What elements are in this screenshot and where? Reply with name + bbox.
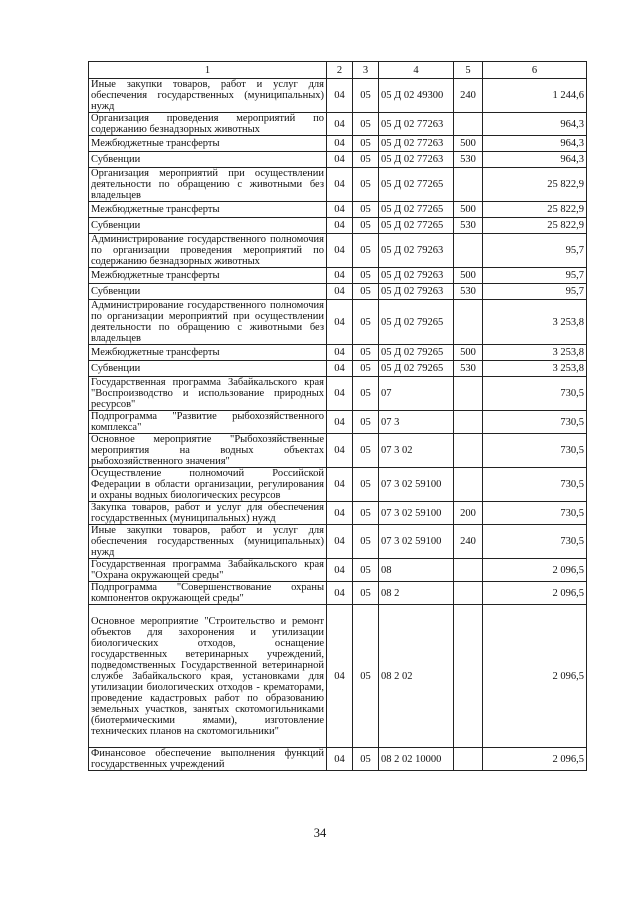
cell-target-article: 05 Д 02 49300 — [379, 79, 454, 113]
cell-subsection: 05 — [353, 377, 379, 411]
table-row — [89, 234, 587, 268]
cell-name: Финансовое обеспечение выполнения функций государственных учреждений — [89, 748, 327, 771]
cell-name: Межбюджетные трансферты — [89, 136, 327, 152]
cell-subsection: 05 — [353, 748, 379, 771]
cell-section: 04 — [327, 136, 353, 152]
table-row — [89, 582, 587, 605]
column-header: 2 — [327, 62, 353, 79]
cell-section: 04 — [327, 377, 353, 411]
cell-target-article: 08 2 — [379, 582, 454, 605]
cell-target-article: 05 Д 02 79265 — [379, 361, 454, 377]
cell-expense-type — [454, 468, 483, 502]
cell-subsection: 05 — [353, 79, 379, 113]
cell-target-article: 07 3 02 59100 — [379, 468, 454, 502]
cell-subsection: 05 — [353, 345, 379, 361]
table-row — [89, 559, 587, 582]
table-row — [89, 202, 587, 218]
cell-expense-type: 500 — [454, 136, 483, 152]
cell-name: Межбюджетные трансферты — [89, 345, 327, 361]
cell-section: 04 — [327, 300, 353, 345]
table-row — [89, 434, 587, 468]
cell-target-article: 08 2 02 10000 — [379, 748, 454, 771]
cell-section: 04 — [327, 284, 353, 300]
cell-amount: 95,7 — [483, 284, 587, 300]
column-header: 3 — [353, 62, 379, 79]
table-row — [89, 525, 587, 559]
cell-subsection: 05 — [353, 113, 379, 136]
cell-amount: 2 096,5 — [483, 748, 587, 771]
cell-section: 04 — [327, 202, 353, 218]
cell-section: 04 — [327, 361, 353, 377]
cell-target-article: 05 Д 02 79263 — [379, 268, 454, 284]
cell-target-article: 05 Д 02 79265 — [379, 300, 454, 345]
table-row — [89, 377, 587, 411]
cell-name: Администрирование государственного полномочия по организации проведения мероприятий по содержанию безнадзорных животных — [89, 234, 327, 268]
cell-target-article: 07 3 — [379, 411, 454, 434]
cell-expense-type: 500 — [454, 202, 483, 218]
cell-subsection: 05 — [353, 411, 379, 434]
cell-amount: 95,7 — [483, 268, 587, 284]
cell-section: 04 — [327, 605, 353, 748]
cell-amount: 2 096,5 — [483, 559, 587, 582]
cell-section: 04 — [327, 268, 353, 284]
cell-amount: 964,3 — [483, 113, 587, 136]
cell-amount: 2 096,5 — [483, 582, 587, 605]
table-row — [89, 284, 587, 300]
cell-expense-type — [454, 434, 483, 468]
cell-amount: 730,5 — [483, 525, 587, 559]
table-row — [89, 748, 587, 771]
cell-expense-type: 530 — [454, 361, 483, 377]
cell-amount: 964,3 — [483, 136, 587, 152]
cell-expense-type: 530 — [454, 152, 483, 168]
cell-amount: 964,3 — [483, 152, 587, 168]
cell-expense-type: 240 — [454, 525, 483, 559]
cell-subsection: 05 — [353, 361, 379, 377]
cell-name: Субвенции — [89, 284, 327, 300]
cell-target-article: 05 Д 02 79265 — [379, 345, 454, 361]
table-row — [89, 345, 587, 361]
cell-name: Государственная программа Забайкальского края "Охрана окружающей среды" — [89, 559, 327, 582]
cell-section: 04 — [327, 218, 353, 234]
cell-section: 04 — [327, 411, 353, 434]
cell-subsection: 05 — [353, 559, 379, 582]
cell-expense-type: 530 — [454, 218, 483, 234]
cell-expense-type — [454, 748, 483, 771]
cell-name: Государственная программа Забайкальского края "Воспроизводство и использование природных ресурсов" — [89, 377, 327, 411]
cell-amount: 3 253,8 — [483, 361, 587, 377]
table-row — [89, 218, 587, 234]
cell-expense-type — [454, 559, 483, 582]
cell-target-article: 07 3 02 — [379, 434, 454, 468]
cell-amount: 3 253,8 — [483, 300, 587, 345]
cell-expense-type — [454, 234, 483, 268]
table-row — [89, 411, 587, 434]
cell-name: Межбюджетные трансферты — [89, 268, 327, 284]
cell-subsection: 05 — [353, 434, 379, 468]
cell-name: Субвенции — [89, 218, 327, 234]
cell-name: Подпрограмма "Развитие рыбохозяйственного комплекса" — [89, 411, 327, 434]
column-header: 5 — [454, 62, 483, 79]
table-row — [89, 136, 587, 152]
cell-section: 04 — [327, 525, 353, 559]
cell-name: Администрирование государственного полномочия по организации мероприятий при осуществлении деятельности по обращению с животными без владельцев — [89, 300, 327, 345]
column-header: 1 — [89, 62, 327, 79]
cell-amount: 730,5 — [483, 502, 587, 525]
cell-section: 04 — [327, 748, 353, 771]
cell-subsection: 05 — [353, 234, 379, 268]
cell-amount: 95,7 — [483, 234, 587, 268]
cell-amount: 25 822,9 — [483, 218, 587, 234]
cell-section: 04 — [327, 345, 353, 361]
cell-expense-type — [454, 377, 483, 411]
table-row — [89, 268, 587, 284]
table-header-row — [89, 62, 587, 79]
cell-section: 04 — [327, 168, 353, 202]
cell-amount: 3 253,8 — [483, 345, 587, 361]
cell-subsection: 05 — [353, 202, 379, 218]
table-row — [89, 502, 587, 525]
cell-name: Субвенции — [89, 152, 327, 168]
cell-target-article: 05 Д 02 79263 — [379, 284, 454, 300]
cell-amount: 25 822,9 — [483, 168, 587, 202]
cell-expense-type: 200 — [454, 502, 483, 525]
cell-target-article: 05 Д 02 77263 — [379, 136, 454, 152]
cell-name: Иные закупки товаров, работ и услуг для обеспечения государственных (муниципальных) нужд — [89, 79, 327, 113]
cell-target-article: 07 — [379, 377, 454, 411]
cell-target-article: 05 Д 02 77263 — [379, 113, 454, 136]
column-header: 6 — [483, 62, 587, 79]
cell-name: Основное мероприятие "Строительство и ремонт объектов для захоронения и утилизации биологических отходов, оснащение государственных ветеринарных учреждений, подведомственных Государственной ветеринарной службе Забайкальского края, установками для утилизации биологических отходов - крематорами, проведение кадастровых работ по образованию земельных участков, занятых скотомогильниками (биотермическими ямами), изготовление технических планов на скотомогильники" — [89, 605, 327, 748]
cell-amount: 730,5 — [483, 377, 587, 411]
cell-subsection: 05 — [353, 136, 379, 152]
table-row — [89, 468, 587, 502]
cell-section: 04 — [327, 502, 353, 525]
cell-expense-type: 500 — [454, 268, 483, 284]
page-number: 34 — [313, 826, 327, 840]
table-row — [89, 79, 587, 113]
cell-name: Основное мероприятие "Рыбохозяйственные мероприятия на водных объектах рыбохозяйственного значения" — [89, 434, 327, 468]
cell-expense-type: 240 — [454, 79, 483, 113]
cell-section: 04 — [327, 468, 353, 502]
cell-target-article: 05 Д 02 77265 — [379, 168, 454, 202]
cell-section: 04 — [327, 582, 353, 605]
cell-amount: 730,5 — [483, 411, 587, 434]
cell-target-article: 07 3 02 59100 — [379, 502, 454, 525]
cell-name: Осуществление полномочий Российской Федерации в области организации, регулирования и охраны водных биологических ресурсов — [89, 468, 327, 502]
cell-target-article: 05 Д 02 77263 — [379, 152, 454, 168]
cell-subsection: 05 — [353, 268, 379, 284]
cell-subsection: 05 — [353, 284, 379, 300]
cell-amount: 730,5 — [483, 434, 587, 468]
cell-subsection: 05 — [353, 525, 379, 559]
cell-expense-type — [454, 411, 483, 434]
cell-section: 04 — [327, 152, 353, 168]
table-row — [89, 113, 587, 136]
cell-target-article: 07 3 02 59100 — [379, 525, 454, 559]
cell-amount: 1 244,6 — [483, 79, 587, 113]
cell-expense-type — [454, 300, 483, 345]
cell-section: 04 — [327, 434, 353, 468]
cell-name: Организация проведения мероприятий по содержанию безнадзорных животных — [89, 113, 327, 136]
cell-section: 04 — [327, 559, 353, 582]
cell-amount: 2 096,5 — [483, 605, 587, 748]
cell-subsection: 05 — [353, 468, 379, 502]
cell-expense-type: 500 — [454, 345, 483, 361]
table-row — [89, 361, 587, 377]
budget-table — [88, 61, 587, 771]
cell-expense-type — [454, 582, 483, 605]
table-row — [89, 300, 587, 345]
cell-target-article: 05 Д 02 77265 — [379, 202, 454, 218]
cell-name: Субвенции — [89, 361, 327, 377]
cell-amount: 25 822,9 — [483, 202, 587, 218]
cell-section: 04 — [327, 234, 353, 268]
cell-amount: 730,5 — [483, 468, 587, 502]
cell-expense-type — [454, 168, 483, 202]
cell-target-article: 05 Д 02 77265 — [379, 218, 454, 234]
cell-expense-type: 530 — [454, 284, 483, 300]
cell-target-article: 08 — [379, 559, 454, 582]
cell-subsection: 05 — [353, 168, 379, 202]
table-body — [89, 79, 587, 771]
cell-subsection: 05 — [353, 605, 379, 748]
cell-name: Закупка товаров, работ и услуг для обеспечения государственных (муниципальных) нужд — [89, 502, 327, 525]
cell-subsection: 05 — [353, 218, 379, 234]
cell-expense-type — [454, 605, 483, 748]
cell-name: Межбюджетные трансферты — [89, 202, 327, 218]
column-header: 4 — [379, 62, 454, 79]
cell-name: Подпрограмма "Совершенствование охраны компонентов окружающей среды" — [89, 582, 327, 605]
cell-section: 04 — [327, 79, 353, 113]
cell-subsection: 05 — [353, 152, 379, 168]
cell-target-article: 05 Д 02 79263 — [379, 234, 454, 268]
cell-subsection: 05 — [353, 502, 379, 525]
table-row — [89, 168, 587, 202]
table-row — [89, 605, 587, 748]
cell-name: Организация мероприятий при осуществлении деятельности по обращению с животными без владельцев — [89, 168, 327, 202]
cell-name: Иные закупки товаров, работ и услуг для обеспечения государственных (муниципальных) нужд — [89, 525, 327, 559]
cell-expense-type — [454, 113, 483, 136]
cell-subsection: 05 — [353, 300, 379, 345]
cell-subsection: 05 — [353, 582, 379, 605]
cell-target-article: 08 2 02 — [379, 605, 454, 748]
cell-section: 04 — [327, 113, 353, 136]
table-row — [89, 152, 587, 168]
